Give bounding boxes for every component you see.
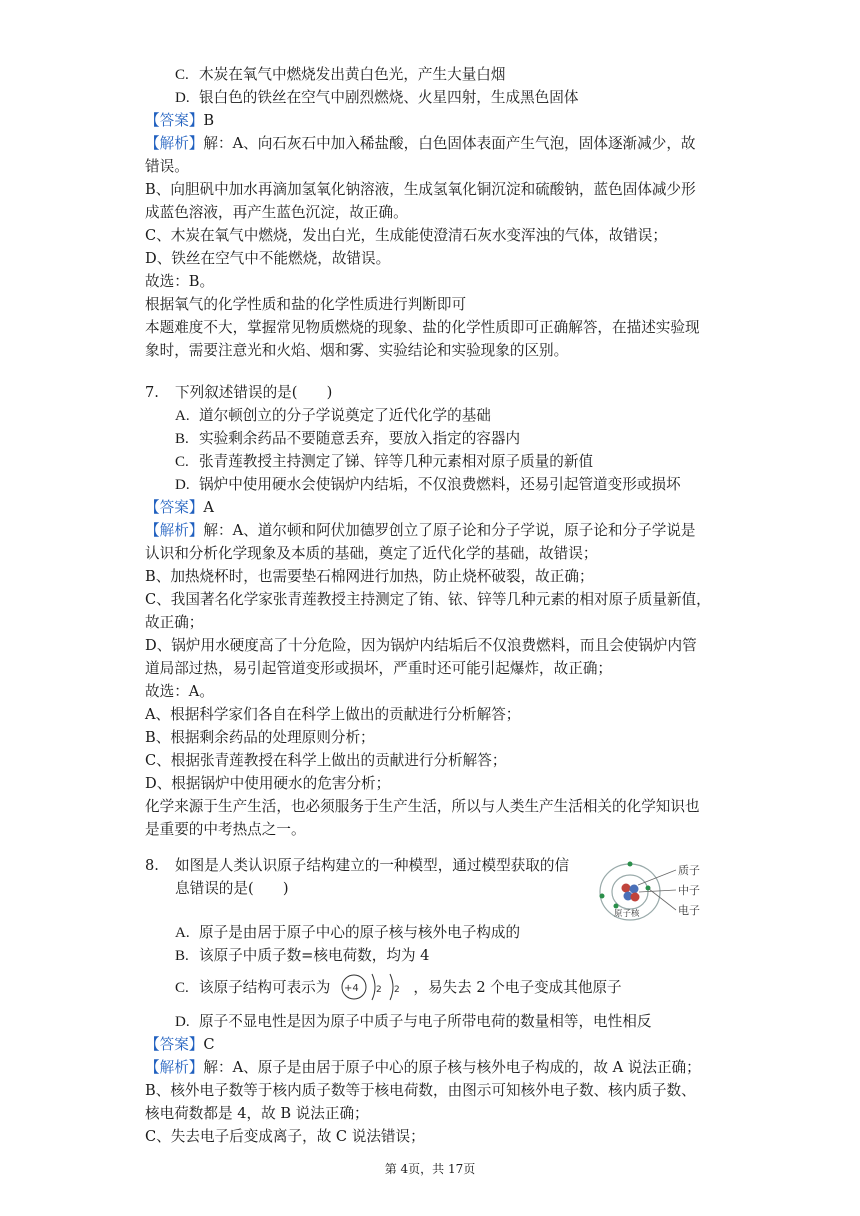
q7-analysis-line-6: 道局部过热，易引起管道变形或损坏，严重时还可能引起爆炸，故正确； — [145, 660, 613, 677]
atom-model-figure — [596, 852, 714, 928]
nucleus-label: 原子核 — [614, 909, 640, 919]
atom-shell-diagram — [336, 970, 416, 1004]
q7-analysis-line-10: C、根据张青莲教授在科学上做出的贡献进行分析解答； — [145, 752, 507, 769]
q7-answer: 【答案】A — [145, 499, 214, 516]
q6-analysis-line-2: B、向胆矾中加水再滴加氢氧化钠溶液，生成氢氧化铜沉淀和硫酸钠，蓝色固体减少形 — [145, 181, 696, 198]
q7-analysis-line-3: C、我国著名化学家张青莲教授主持测定了铕、铱、锌等几种元素的相对原子质量新值， — [145, 591, 711, 608]
q6-analysis-line-5: D、铁丝在空气中不能燃烧，故错误。 — [145, 250, 391, 267]
page-footer: 第 4页，共 17页 — [384, 1162, 476, 1176]
q7-analysis-line-13: 是重要的中考热点之一。 — [145, 821, 306, 838]
q8-analysis-line-2: 核电荷数都是 4，故 B 说法正确； — [145, 1105, 369, 1122]
q7-analysis-line-5: D、锅炉用水硬度高了十分危险，因为锅炉内结垢后不仅浪费燃料，而且会使锅炉内管 — [145, 637, 697, 654]
q8-analysis-line-0: 【解析】解：A、原子是由居于原子中心的原子核与核外电子构成的，故 A 说法正确； — [145, 1059, 701, 1076]
shell1-count: 2 — [376, 985, 382, 995]
q7-analysis-line-11: D、根据锅炉中使用硬水的危害分析； — [145, 775, 391, 792]
q7-number: 7. — [145, 384, 159, 401]
q8-analysis-line-3: C、失去电子后变成离子，故 C 说法错误； — [145, 1128, 425, 1145]
q6-analysis-line-1: 错误。 — [145, 158, 189, 175]
q8-option-a: A. 原子是由居于原子中心的原子核与核外电子构成的 — [175, 924, 521, 941]
atom-model-svg — [596, 852, 714, 928]
q8-option-b: B. 该原子中质子数=核电荷数，均为 4 — [175, 947, 430, 964]
q7-analysis-line-7: 故选：A。 — [145, 683, 214, 700]
q8-analysis-line-1: B、核外电子数等于核内质子数等于核电荷数，由图示可知核外电子数、核内质子数、 — [145, 1082, 696, 1099]
q7-option-d: D. 锅炉中使用硬水会使锅炉内结垢，不仅浪费燃料，还易引起管道变形或损坏 — [175, 476, 681, 493]
q6-analysis-line-4: C、木炭在氧气中燃烧，发出白光，生成能使澄清石灰水变浑浊的气体，故错误； — [145, 227, 667, 244]
q6-option-d: D. 银白色的铁丝在空气中剧烈燃烧、火星四射，生成黑色固体 — [175, 89, 579, 106]
q7-option-a: A. 道尔顿创立的分子学说奠定了近代化学的基础 — [175, 407, 491, 424]
q8-option-c: C. 该原子结构可表示为 ，易失去 2 个电子变成其他原子 — [175, 979, 622, 996]
q6-analysis-line-3: 成蓝色溶液，再产生蓝色沉淀，故正确。 — [145, 204, 408, 221]
shell2-count: 2 — [394, 985, 400, 995]
q6-analysis-line-8: 本题难度不大，掌握常见物质燃烧的现象、盐的化学性质即可正确解答，在描述实验现 — [145, 319, 700, 336]
atom-shell-svg — [336, 970, 416, 1004]
q8-stem-line-2: 息错误的是( ) — [175, 880, 289, 897]
q7-option-c: C. 张青莲教授主持测定了锑、锌等几种元素相对原子质量的新值 — [175, 453, 594, 470]
q6-analysis-line-6: 故选：B。 — [145, 273, 215, 290]
proton-label: 质子 — [678, 864, 700, 877]
q6-option-c: C. 木炭在氧气中燃烧发出黄白色光，产生大量白烟 — [175, 66, 506, 83]
q6-answer: 【答案】B — [145, 112, 215, 129]
q7-analysis-line-9: B、根据剩余药品的处理原则分析； — [145, 729, 375, 746]
q8-number: 8. — [145, 857, 159, 874]
q8-option-d: D. 原子不显电性是因为原子中质子与电子所带电荷的数量相等，电性相反 — [175, 1013, 652, 1030]
neutron-label: 中子 — [678, 884, 700, 897]
q7-analysis-line-4: 故正确； — [145, 614, 204, 631]
q7-stem: 下列叙述错误的是( ) — [175, 384, 333, 401]
nucleus-charge: +4 — [344, 983, 359, 994]
q7-analysis-line-8: A、根据科学家们各自在科学上做出的贡献进行分析解答； — [145, 706, 521, 723]
electron-label: 电子 — [678, 904, 700, 917]
q6-analysis-line-0: 【解析】解：A、向石灰石中加入稀盐酸，白色固体表面产生气泡，固体逐渐减少，故 — [145, 135, 696, 152]
q7-analysis-line-2: B、加热烧杯时，也需要垫石棉网进行加热，防止烧杯破裂，故正确； — [145, 568, 594, 585]
q6-analysis-line-7: 根据氧气的化学性质和盐的化学性质进行判断即可 — [145, 296, 467, 313]
q7-option-b: B. 实验剩余药品不要随意丢弃，要放入指定的容器内 — [175, 430, 521, 447]
q6-analysis-line-9: 象时，需要注意光和火焰、烟和雾、实验结论和实验现象的区别。 — [145, 342, 569, 359]
q7-analysis-line-1: 认识和分析化学现象及本质的基础，奠定了近代化学的基础，故错误； — [145, 545, 598, 562]
q7-analysis-line-0: 【解析】解：A、道尔顿和阿伏加德罗创立了原子论和分子学说，原子论和分子学说是 — [145, 522, 696, 539]
q7-analysis-line-12: 化学来源于生产生活，也必须服务于生产生活，所以与人类生产生活相关的化学知识也 — [145, 798, 700, 815]
q8-stem-line-1: 如图是人类认识原子结构建立的一种模型，通过模型获取的信 — [175, 857, 570, 874]
q8-answer: 【答案】C — [145, 1036, 215, 1053]
